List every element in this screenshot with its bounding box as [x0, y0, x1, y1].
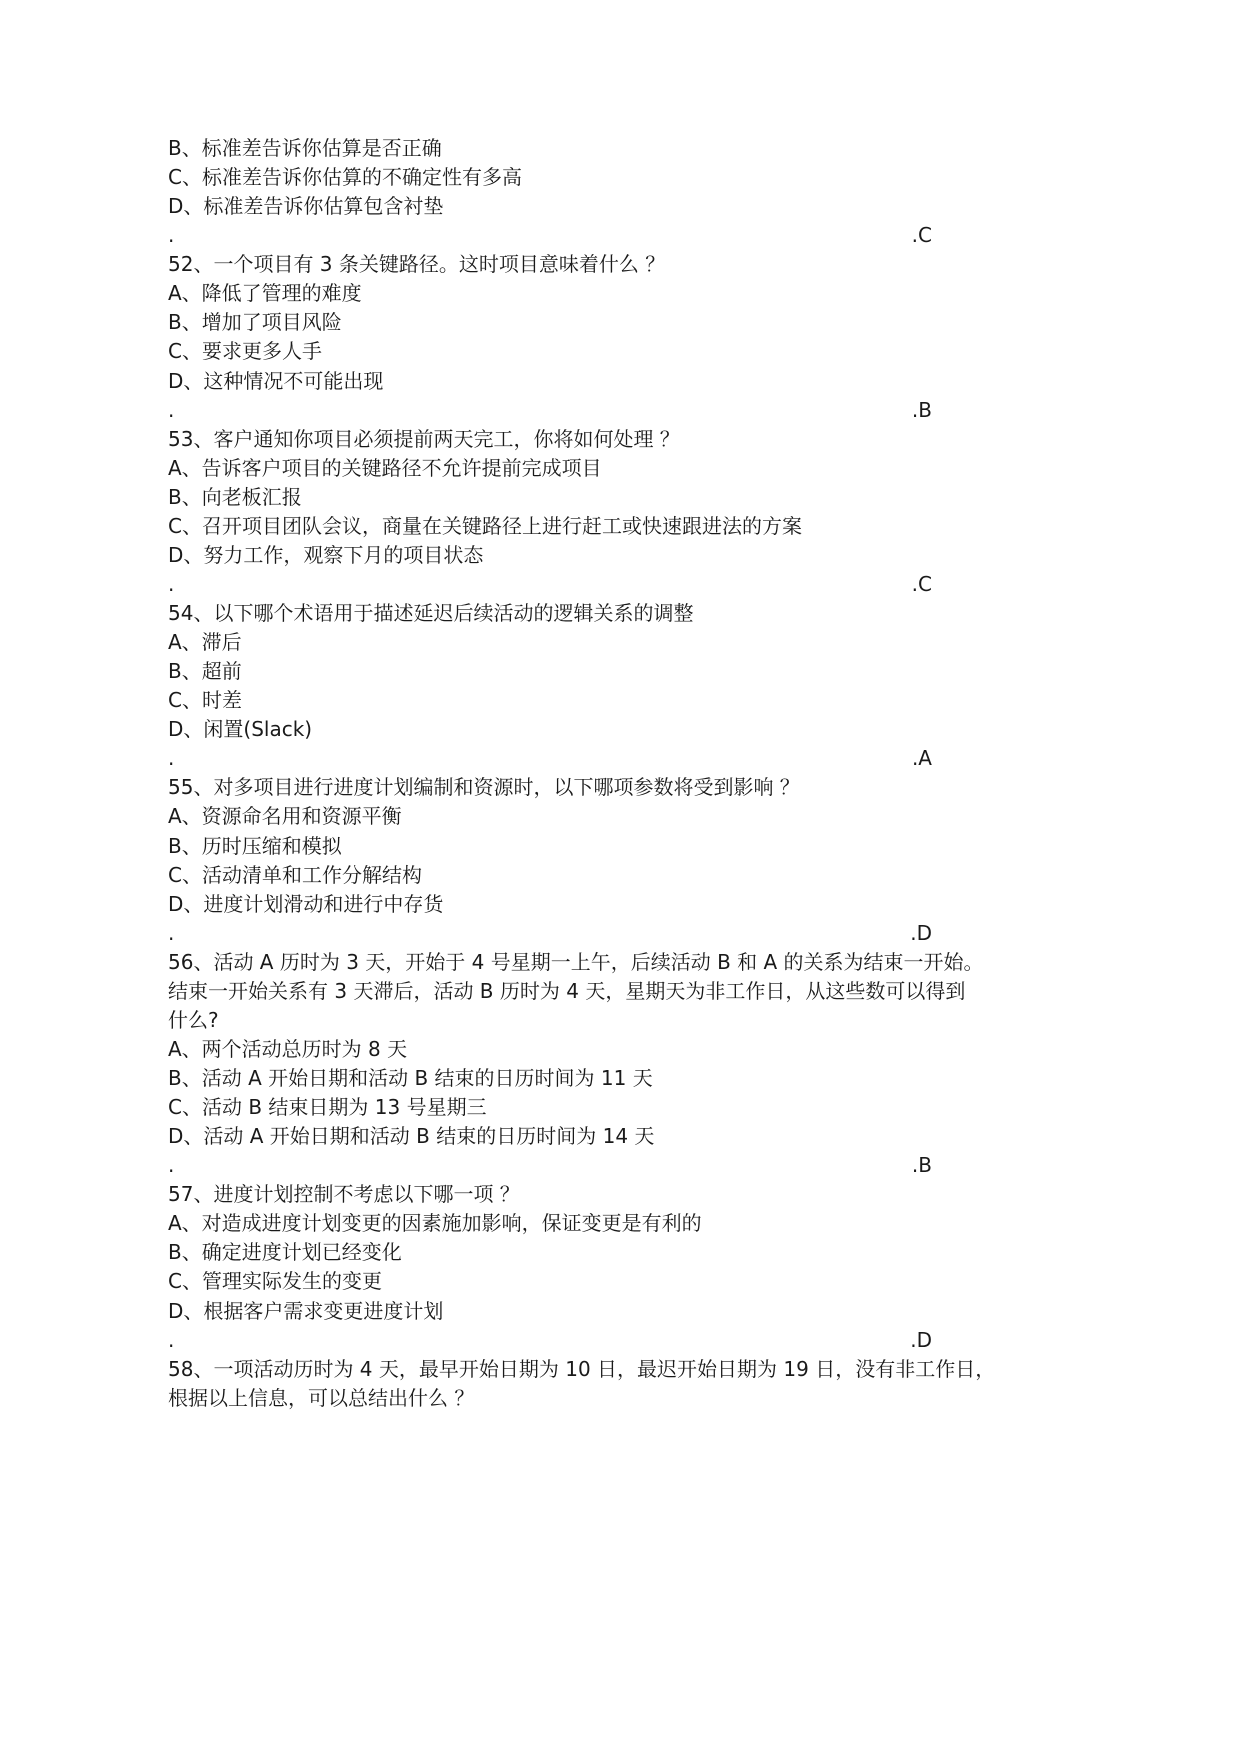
option-c: C、时差: [168, 688, 242, 713]
question-51: [168, 134, 958, 250]
option-a: A、滞后: [168, 630, 242, 655]
option-b: B、确定进度计划已经变化: [168, 1240, 402, 1265]
option-d: D、闲置(Slack): [168, 717, 313, 742]
option-b: B、活动 A 开始日期和活动 B 结束的日历时间为 11 天: [168, 1066, 653, 1090]
answer-row: [168, 919, 958, 948]
option-c: C、召开项目团队会议，商量在关键路径上进行赶工或快速跟进法的方案: [168, 513, 802, 538]
option-b: B、历时压缩和模拟: [168, 833, 342, 858]
answer-marker: .: [168, 223, 175, 248]
question-57: [168, 1180, 958, 1354]
question-stem: 52、一个项目有 3 条关键路径。这时项目意味着什么 ？: [168, 252, 666, 277]
question-stem: 58、一项活动历时为 4 天，最早开始日期为 10 日，最迟开始日期为 19 日，没有非工作日，: [168, 1356, 996, 1381]
answer-marker: .: [168, 920, 175, 945]
option-a: A、对造成进度计划变更的因素施加影响，保证变更是有利的: [168, 1211, 702, 1236]
option-a: A、两个活动总历时为 8 天: [168, 1036, 408, 1061]
answer-key: .B: [911, 397, 932, 422]
question-53: [168, 425, 958, 599]
answer-marker: .: [168, 1327, 175, 1352]
option-d: D、根据客户需求变更进度计划: [168, 1298, 444, 1323]
question-stem: 56、活动 A 历时为 3 天，开始于 4 号星期一上午，后续活动 B 和 A 的关系为结束一开始。: [168, 949, 984, 974]
option-c: C、管理实际发生的变更: [168, 1269, 382, 1294]
option-d: D、进度计划滑动和进行中存货: [168, 891, 444, 916]
question-stem: 54、以下哪个术语用于描述延迟后续活动的逻辑关系的调整: [168, 601, 694, 625]
answer-row: [168, 1326, 958, 1355]
question-54: [168, 599, 958, 773]
answer-row: [168, 744, 958, 773]
question-52: [168, 250, 958, 424]
answer-marker: .: [168, 746, 175, 771]
question-stem: 什么?: [168, 1007, 219, 1032]
question-stem: 55、对多项目进行进度计划编制和资源时，以下哪项参数将受到影响 ？: [168, 775, 800, 800]
answer-key: .D: [910, 920, 932, 945]
question-55: [168, 773, 958, 947]
option-c: C、要求更多人手: [168, 339, 322, 364]
answer-key: .A: [911, 746, 932, 771]
option-d: D、标准差告诉你估算包含衬垫: [168, 194, 444, 219]
answer-key: .C: [911, 571, 932, 596]
answer-key: .B: [911, 1153, 932, 1178]
option-c: C、活动 B 结束日期为 13 号星期三: [168, 1095, 487, 1120]
question-list: [168, 134, 996, 1413]
answer-marker: .: [168, 1153, 175, 1178]
option-b: B、增加了项目风险: [168, 310, 342, 335]
option-b: B、向老板汇报: [168, 484, 302, 509]
answer-row: [168, 221, 958, 250]
answer-marker: .: [168, 397, 175, 422]
question-56: [168, 948, 984, 1181]
question-stem: 根据以上信息，可以总结出什么 ？: [168, 1385, 475, 1410]
question-58: [168, 1355, 996, 1413]
answer-key: .C: [911, 223, 932, 248]
option-d: D、努力工作，观察下月的项目状态: [168, 542, 484, 567]
question-stem: 57、进度计划控制不考虑以下哪一项 ？: [168, 1182, 520, 1207]
option-c: C、标准差告诉你估算的不确定性有多高: [168, 165, 522, 190]
answer-row: [168, 570, 958, 599]
option-a: A、告诉客户项目的关键路径不允许提前完成项目: [168, 455, 602, 480]
answer-key: .D: [910, 1327, 932, 1352]
option-d: D、这种情况不可能出现: [168, 368, 384, 393]
answer-marker: .: [168, 571, 175, 596]
option-a: A、降低了管理的难度: [168, 281, 362, 306]
option-c: C、活动清单和工作分解结构: [168, 862, 422, 887]
answer-row: [168, 1151, 958, 1180]
option-b: B、超前: [168, 659, 242, 684]
question-stem: 53、客户通知你项目必须提前两天完工，你将如何处理 ？: [168, 426, 680, 451]
option-b: B、标准差告诉你估算是否正确: [168, 136, 442, 160]
option-a: A、资源命名用和资源平衡: [168, 804, 402, 829]
answer-row: [168, 396, 958, 425]
question-stem: 结束一开始关系有 3 天滞后，活动 B 历时为 4 天，星期天为非工作日，从这些数可以得到: [168, 978, 966, 1003]
option-d: D、活动 A 开始日期和活动 B 结束的日历时间为 14 天: [168, 1124, 655, 1149]
